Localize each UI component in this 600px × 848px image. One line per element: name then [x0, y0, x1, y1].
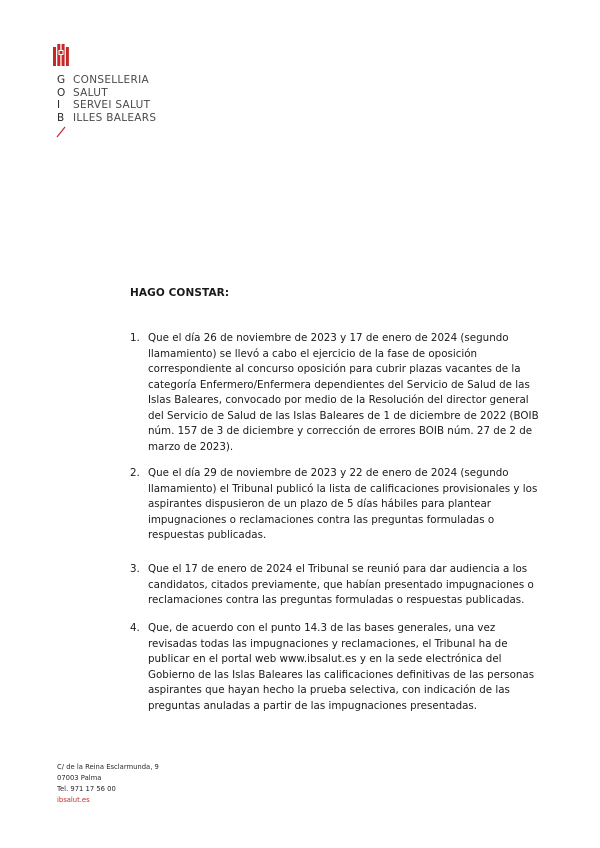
- header-row: [57, 99, 156, 112]
- header-letter: O: [57, 86, 66, 99]
- item-number: 1.: [130, 332, 140, 344]
- header-letter: B: [57, 111, 65, 124]
- document-heading: HAGO CONSTAR:: [130, 287, 230, 299]
- header-row: [57, 87, 156, 100]
- item-number: 3.: [130, 563, 140, 575]
- list-item: [130, 621, 540, 714]
- header-letter: I: [57, 99, 61, 111]
- item-text: Que, de acuerdo con el punto 14.3 de las bases generales, una vez revisadas todas las impugnaciones y reclamaciones, el Tribunal ha de publicar en el portal web www.ibsalut.es y en la sede electrónica del Gobierno de las Islas Baleares las calificaciones definitivas de las personas aspirantes que hayan hecho la prueba selectiva, con indicación de las preguntas anuladas a partir de las impugnaciones presentadas.: [148, 622, 535, 712]
- list-item: [130, 331, 540, 455]
- item-number: 2.: [130, 467, 140, 479]
- list-item: [130, 562, 540, 609]
- footer-city: 07003 Palma: [57, 774, 102, 782]
- footer-phone: Tel. 971 17 56 00: [57, 785, 116, 793]
- header-letter: G: [57, 74, 66, 86]
- footer-web-link[interactable]: ibsalut.es: [57, 796, 90, 804]
- header-text: CONSELLERIA: [73, 74, 149, 86]
- list-item: [130, 466, 540, 544]
- header-text: SALUT: [73, 86, 108, 99]
- header-row: [57, 74, 156, 87]
- item-number: 4.: [130, 622, 140, 634]
- item-text: Que el 17 de enero de 2024 el Tribunal se reunió para dar audiencia a los candidatos, citados previamente, que habían presentado impugnaciones o reclamaciones contra las preguntas formuladas o respuestas publicadas.: [148, 563, 534, 606]
- header-text: ILLES BALEARS: [73, 111, 157, 124]
- govern-logo-icon: [53, 44, 69, 66]
- header-identity: [57, 74, 156, 124]
- footer-address: C/ de la Reina Esclarmunda, 9: [57, 763, 159, 771]
- header-row: [57, 112, 156, 125]
- header-text: SERVEI SALUT: [73, 99, 151, 111]
- item-text: Que el día 26 de noviembre de 2023 y 17 de enero de 2024 (segundo llamamiento) se llevó a cabo el ejercicio de la fase de oposición correspondiente al concurso oposición para cubrir plazas vacantes de la categoría Enfermero/Enfermera dependientes del Servicio de Salud de las Islas Baleares, convocado por medio de la Resolución del director general del Servicio de Salud de las Islas Baleares de 1 de diciembre de 2022 (BOIB núm. 157 de 3 de diciembre y corrección de errores BOIB núm. 27 de 2 de marzo de 2023).: [148, 332, 539, 453]
- slash-mark-icon: [56, 126, 66, 138]
- item-text: Que el día 29 de noviembre de 2023 y 22 de enero de 2024 (segundo llamamiento) el Tribunal publicó la lista de calificaciones provisionales y los aspirantes dispusieron de un plazo de 5 días hábiles para plantear impugnaciones o reclamaciones contra las preguntas formuladas o respuestas publicadas.: [148, 467, 538, 541]
- footer-contact: [57, 762, 159, 806]
